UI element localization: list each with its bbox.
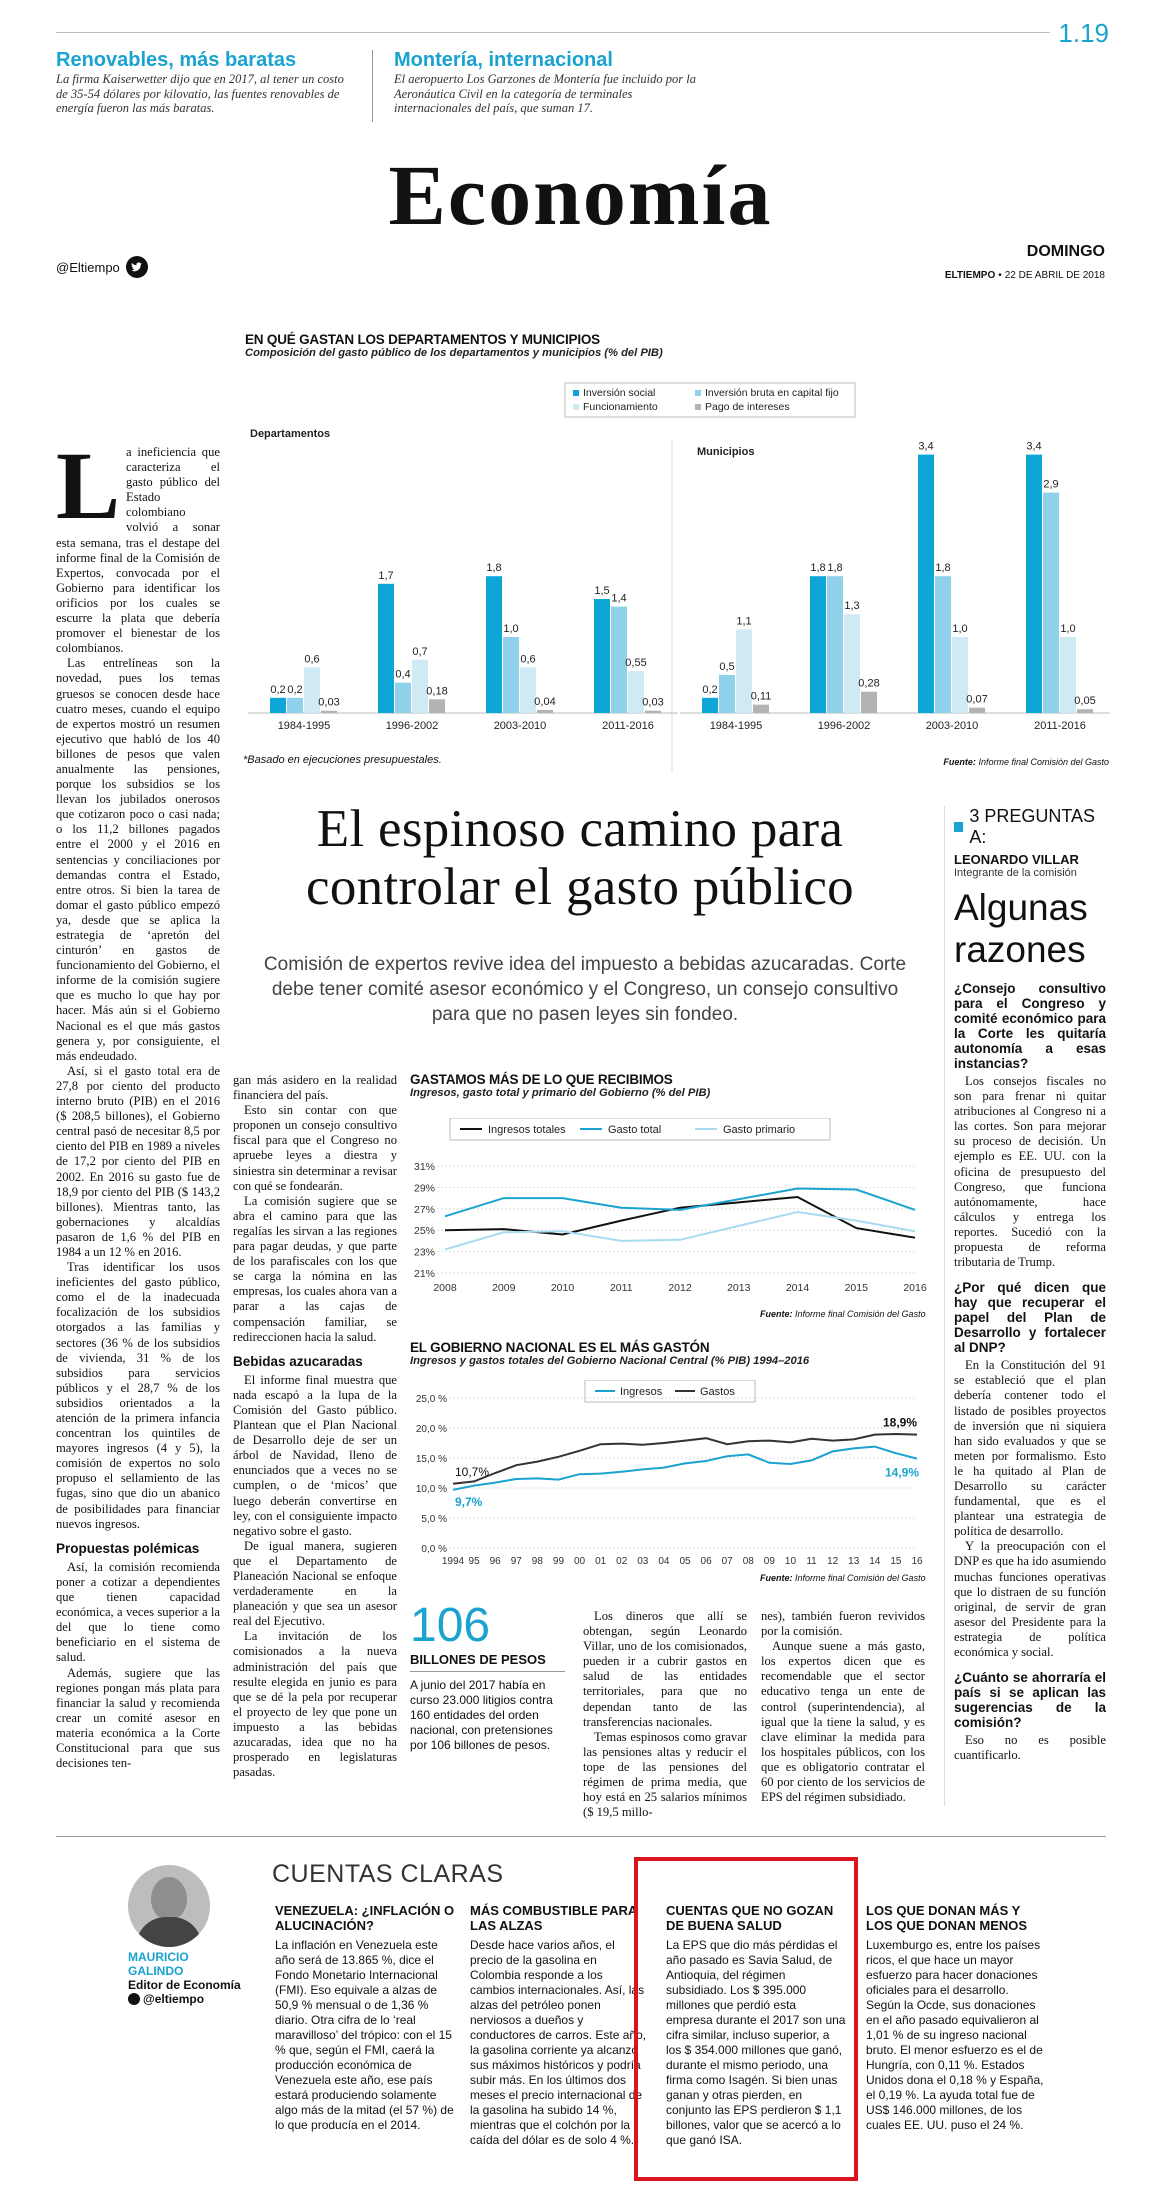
chart1-bar bbox=[810, 576, 826, 713]
chart1-bar bbox=[753, 705, 769, 713]
chart1-bar-label: 0,6 bbox=[520, 653, 536, 666]
chart1-legend-label: Funcionamiento bbox=[583, 401, 658, 413]
chart1-bar-label: 1,8 bbox=[935, 562, 951, 575]
chart1-bar bbox=[719, 675, 735, 713]
question: ¿Cuánto se ahorraría el país si se aplican las sugerencias de la comisión? bbox=[954, 1670, 1106, 1731]
chart1-legend-swatch bbox=[695, 390, 701, 396]
paragraph: gan más asidero en la realidad financiera del país. bbox=[233, 1073, 397, 1103]
chart2-ytick: 31% bbox=[413, 1161, 435, 1173]
article-col-4 bbox=[761, 1609, 925, 1805]
chart1-legend-swatch bbox=[573, 390, 579, 396]
teaser-monteria[interactable] bbox=[394, 48, 704, 116]
author-block bbox=[128, 1950, 278, 2006]
article-col-1 bbox=[56, 432, 220, 1771]
chart1-legend-swatch bbox=[695, 404, 701, 410]
chart1-bar bbox=[395, 683, 411, 713]
page-number: 1.19 bbox=[1050, 18, 1109, 49]
chart3-ytick: 0,0 % bbox=[421, 1544, 447, 1555]
chart2-ytick: 27% bbox=[413, 1203, 435, 1216]
paragraph: El informe final muestra que nada escapó a la lupa de la Comisión del Gasto público. Plantean que el Plan Nacional de Desarrollo deje de ser un árbol de Navidad, lleno de enunciados que a veces no se cumplen, o de ‘micos’ que luego deberán convertirse en ley, con el consiguiente impacto negativo sobre el gasto. bbox=[233, 1372, 397, 1538]
chart1-bar-label: 0,28 bbox=[858, 677, 880, 690]
chart1-legend-label: Inversión social bbox=[583, 387, 656, 399]
item-head: VENEZUELA: ¿INFLACIÓN O ALUCINACIÓN? bbox=[275, 1903, 455, 1933]
chart3-xtick: 05 bbox=[679, 1556, 691, 1567]
chart1-bar-label: 0,6 bbox=[304, 653, 320, 666]
chart1-bar-label: 0,4 bbox=[395, 668, 411, 681]
dropcap: L bbox=[56, 432, 121, 539]
paragraph: Esto sin contar con que proponen un consejo consultivo fiscal para que el Congreso no apruebe leyes a diestra y siniestra sin determinar a revisar con qué se fondearán. bbox=[233, 1103, 397, 1193]
article-col-3 bbox=[583, 1609, 747, 1820]
twitter-icon bbox=[128, 1993, 140, 2005]
chart3-xtick: 11 bbox=[806, 1556, 817, 1567]
chart3-xtick: 99 bbox=[552, 1556, 565, 1567]
paragraph: Aunque suene a más gasto, los expertos dicen que es recomendable que el sector educativo tenga un ente de control (superintendencia), al igual que la tiene la salud, y es clave eliminar la medida para los hospitales públicos, con los que es obligatorio contratar el 60 por ciento de los servicios de EPS del régimen subsidiado. bbox=[761, 1639, 925, 1805]
paragraph: nes), también fueron revividos por la comisión. bbox=[761, 1609, 925, 1639]
teaser-title: Renovables, más baratas bbox=[56, 49, 297, 71]
chart3-xtick: 97 bbox=[510, 1556, 522, 1567]
chart1-bar bbox=[935, 576, 951, 713]
cuentas-item-venezuela bbox=[275, 1903, 455, 2133]
chart3-xtick: 98 bbox=[531, 1556, 543, 1567]
teaser-text: El aeropuerto Los Garzones de Montería fue incluido por la Aeronáutica Civil en la categoría de terminales internacionales del país, que suman 17. bbox=[394, 72, 696, 115]
chart1-bar bbox=[702, 698, 718, 713]
chart3-xtick: 04 bbox=[658, 1556, 670, 1567]
chart1-bar bbox=[918, 455, 934, 713]
chart1-bar-label: 3,4 bbox=[918, 440, 934, 453]
chart3-series-line bbox=[453, 1447, 917, 1490]
chart1-category-label: 1984-1995 bbox=[709, 720, 763, 732]
chart1-bar-label: 0,05 bbox=[1074, 695, 1096, 708]
paragraph: Las entrelíneas son la novedad, pues los temas gruesos se conocen desde hace cuatro meses, cuando el equipo de expertos mostró un resumen ejecutivo que habló de los 40 billones de pesos que valen anualmente las pensiones, porque los subsidios se los llevan los jubilados onerosos que cotizaron poco o casi nada; o los 11,2 billones pagados entre el 2000 y el 2016 en sentencias y conciliaciones por demandas contra el Estado, entre otros. Si bien la tarea de domar el gasto público empezó ya, desde que se aplica la estrategia de ‘apretón del cinturón’ en gastos de funcionamiento del Gobierno, el informe de la comisión sugiere que es mucho lo que hay por hacer. Más aún si el Gobierno Nacional es el que más gastos genera y, por consiguiente, el más endeudado. bbox=[56, 656, 220, 1063]
chart3-xtick: 06 bbox=[700, 1556, 712, 1567]
chart3-legend-label: Ingresos bbox=[620, 1386, 663, 1398]
section-title: Economía bbox=[388, 147, 773, 243]
chart1-footnote: *Basado en ejecuciones presupuestales. bbox=[243, 754, 442, 766]
chart3-annotation: 10,7% bbox=[455, 1464, 490, 1479]
chart2-xtick: 2009 bbox=[492, 1282, 516, 1294]
teaser-title: Montería, internacional bbox=[394, 49, 613, 71]
author-first: MAURICIO bbox=[128, 1950, 189, 1964]
chart2-ytick: 25% bbox=[413, 1225, 435, 1238]
chart3-xtick: 12 bbox=[827, 1556, 839, 1567]
chart2-legend-label: Gasto total bbox=[608, 1124, 662, 1136]
sidebar-name: LEONARDO VILLAR bbox=[954, 852, 1079, 867]
chart2-xtick: 2014 bbox=[785, 1282, 810, 1294]
chart1-bar-label: 1,0 bbox=[1060, 623, 1076, 635]
chart1-bar bbox=[486, 576, 502, 713]
day-label: DOMINGO bbox=[1019, 243, 1105, 261]
chart1-subtitle: Composición del gasto público de los departamentos y municipios (% del PIB) bbox=[245, 347, 663, 359]
item-head: CUENTAS QUE NO GOZAN DE BUENA SALUD bbox=[666, 1903, 834, 1933]
chart1-bar-label: 1,3 bbox=[844, 600, 860, 613]
chart1-header bbox=[245, 332, 1125, 359]
chart3-xtick: 13 bbox=[848, 1556, 860, 1567]
chart3-annotation: 9,7% bbox=[455, 1494, 483, 1509]
chart3-xtick: 02 bbox=[616, 1556, 628, 1567]
chart2-xtick: 2008 bbox=[433, 1282, 457, 1294]
dateline: ELTIEMPO • 22 DE ABRIL DE 2018 bbox=[944, 270, 1105, 281]
chart1-panel-title: Departamentos bbox=[250, 428, 331, 440]
question: ¿Consejo consultivo para el Congreso y comité económico para la Corte les quitaría autonomía a esas instancias? bbox=[954, 981, 1106, 1071]
chart1-category-label: 2011-2016 bbox=[1034, 720, 1086, 732]
cuentas-item-salud bbox=[666, 1903, 846, 2148]
chart2-xtick: 2011 bbox=[609, 1282, 633, 1294]
stat-number: 106 bbox=[410, 1599, 491, 1652]
chart3-xtick: 14 bbox=[869, 1556, 881, 1567]
twitter-handle-text: @Eltiempo bbox=[56, 259, 120, 275]
paragraph: Temas espinosos como gravar las pensiones altas y reducir el tope de las pensiones del régimen de prima media, que hoy está en 25 salarios mínimos ($ 19,5 millo- bbox=[583, 1729, 747, 1820]
cuentas-title: CUENTAS CLARAS bbox=[272, 1860, 504, 1888]
chart1-bar-label: 1,0 bbox=[952, 623, 968, 635]
sidebar-interview bbox=[954, 806, 1106, 1763]
chart1-bar bbox=[736, 629, 752, 713]
chart1-bar-label: 0,7 bbox=[412, 645, 428, 658]
chart1-bar bbox=[321, 711, 337, 713]
stat-text: A junio del 2017 había en curso 23.000 litigios contra 160 entidades del orden nacional, con pretensiones por 106 billones de pesos. bbox=[410, 1678, 553, 1752]
chart1-bar bbox=[594, 599, 610, 713]
chart1-legend-label: Inversión bruta en capital fijo bbox=[705, 387, 839, 399]
chart1-bar-label: 0,2 bbox=[702, 683, 718, 696]
headline: El espinoso camino para controlar el gasto público bbox=[306, 800, 854, 916]
chart3-xtick: 1994 bbox=[441, 1556, 465, 1567]
sidebar-title: Algunas razones bbox=[954, 887, 1088, 970]
date: 22 DE ABRIL DE 2018 bbox=[1004, 270, 1105, 281]
chart1-bar-label: 0,07 bbox=[966, 693, 988, 706]
article-col-2 bbox=[233, 1073, 397, 1780]
paper-name: ELTIEMPO bbox=[944, 270, 996, 281]
author-role: Editor de Economía bbox=[128, 1978, 241, 1992]
chart2-series-line bbox=[445, 1189, 915, 1217]
chart2-xtick: 2010 bbox=[550, 1282, 575, 1294]
masthead-rule bbox=[56, 262, 1106, 263]
chart1-category-label: 2003-2010 bbox=[493, 720, 547, 732]
chart1-bar-label: 1,1 bbox=[736, 615, 752, 628]
chart3-xtick: 95 bbox=[468, 1556, 480, 1567]
answer: Y la preocupación con el DNP es que ha ido asumiendo muchas funciones operativas que lo distraen de su función original, de servir de gran asesor del Presidente para la estrategia de política económica y social. bbox=[954, 1539, 1106, 1659]
chart2-header bbox=[410, 1072, 930, 1099]
chart1-category-label: 2003-2010 bbox=[925, 720, 979, 732]
col1-first-para: a ineficiencia que caracteriza el gasto público del Estado colombiano volvió a sonar esta semana, tras el destape del informe final de la Comisión de Expertos, convocada por el Gobierno para identificar los orificios por los cuales se escurre la plata que debería promover el bienestar de los colombianos. bbox=[56, 445, 220, 656]
chart1-bar-label: 0,2 bbox=[287, 683, 303, 696]
chart2-subtitle: Ingresos, gasto total y primario del Gobierno (% del PIB) bbox=[410, 1087, 711, 1099]
chart1-category-label: 2011-2016 bbox=[602, 720, 654, 732]
chart3-ytick: 15,0 % bbox=[415, 1454, 447, 1465]
chart3-xtick: 15 bbox=[890, 1556, 902, 1567]
question: ¿Por qué dicen que hay que recuperar el papel del Plan de Desarrollo y fortalecer al DNP? bbox=[954, 1280, 1106, 1356]
stat-box bbox=[410, 1600, 565, 1753]
chart2-title: GASTAMOS MÁS DE LO QUE RECIBIMOS bbox=[410, 1072, 673, 1087]
chart1-category-label: 1996-2002 bbox=[817, 720, 871, 732]
chart1-bar-label: 0,5 bbox=[719, 661, 735, 673]
item-text: Desde hace varios años, el precio de la gasolina en Colombia responde a los cambios internacionales. Así, las alzas del petróleo ponen nerviosos a dueños y conductores de carros. Este año, la gasolina corriente ya alcanzó sus máximos históricos y podría subir más. En los últimos dos meses el precio internacional de la gasolina ha subido 14 %, mientras que el colchón por la caída del dólar es de solo 4 %. bbox=[470, 1938, 647, 2147]
chart1-bar-label: 0,03 bbox=[642, 696, 664, 709]
answer: Eso no es posible cuantificarlo. bbox=[954, 1733, 1106, 1763]
chart3-annotation: 14,9% bbox=[884, 1465, 919, 1480]
item-head: MÁS COMBUSTIBLE PARA LAS ALZAS bbox=[470, 1903, 637, 1933]
chart1-title: EN QUÉ GASTAN LOS DEPARTAMENTOS Y MUNICIPIOS bbox=[245, 332, 600, 347]
chart1-bar-label: 1,0 bbox=[503, 623, 519, 635]
chart1-bar bbox=[378, 584, 394, 713]
teaser-renovables[interactable] bbox=[56, 48, 356, 116]
sidebar-kicker: 3 PREGUNTAS A: bbox=[954, 806, 1106, 848]
cuentas-item-donan bbox=[866, 1903, 1046, 2133]
sidebar-divider bbox=[944, 806, 945, 1806]
item-text: La inflación en Venezuela este año será de 13.865 %, dice el Fondo Monetario Internacional (FMI). Eso equivale a alzas de 50,9 % mensual o de 1,36 % diario. Otra cifra de lo ‘real maravilloso’ del trópico: con el 15 % que, según el FMI, caerá la producción económica de Venezuela este año, ese país estará produciendo solamente algo más de la mitad (el 57 %) de lo que producía en el 2014. bbox=[275, 1938, 454, 2132]
author-avatar bbox=[128, 1865, 210, 1947]
teaser-text: La firma Kaiserwetter dijo que en 2017, al tener un costo de 35-54 dólares por kilovatio, las fuentes renovables de energía fueron las más baratas. bbox=[56, 72, 344, 115]
paragraph: Así, si el gasto total era de 27,8 por ciento del producto interno bruto (PIB) en el 2016 ($ 208,5 billones), el Gobierno central pasó de necesitar 8,5 por ciento del PIB en 1989 a niveles de 17,2 por ciento del PIB en 2002. En 2016 su gasto fue de 18,9 por ciento del PIB ($ 143,2 billones). Mientras tanto, las gobernaciones y alcaldías pasaron de 1,6 % del PIB en 1984 a un 12 % en 2016. bbox=[56, 1063, 220, 1259]
answer: En la Constitución del 91 se estableció que el plan debería contener todo el listado de posibles proyectos de inversión que ni siquiera han sido evaluados y que se meten por formalismo. Esto le ha quitado al Plan de Desarrollo su carácter fundamental, que es el plantear una estrategia de política de desarrollo. bbox=[954, 1358, 1106, 1539]
paragraph: Tras identificar los usos ineficientes del gasto público, como el de la inadecuada focalización de los subsidios otorgados a las familias y sectores (36 % de los subsidios de vivienda, 31 % de los subsidios para servicios públicos y el 28,7 % de los subsidios orientados a la atención de la primera infancia concentran los quintiles de mayores ingresos (4 y 5), la comisión de expertos no solo propuso el sellamiento de las fugas, sino que dio un abanico de posibilidades para financiar nuevos ingresos. bbox=[56, 1260, 220, 1531]
chart2-ytick: 21% bbox=[413, 1268, 435, 1280]
chart1-svg bbox=[230, 375, 1120, 775]
chart2-xtick: 2015 bbox=[844, 1282, 868, 1294]
chart1-bar bbox=[503, 637, 519, 713]
chart3-title: EL GOBIERNO NACIONAL ES EL MÁS GASTÓN bbox=[410, 1340, 710, 1355]
chart3-series-line bbox=[453, 1434, 917, 1484]
chart1-bar-label: 0,18 bbox=[426, 685, 448, 698]
chart1-bar-label: 1,8 bbox=[827, 562, 843, 575]
chart1-bar-label: 1,5 bbox=[594, 585, 610, 597]
chart1-bar bbox=[844, 614, 860, 713]
chart3-xtick: 16 bbox=[911, 1556, 923, 1567]
chart1-panel-title: Municipios bbox=[697, 446, 755, 458]
chart1-bar-label: 3,4 bbox=[1026, 440, 1042, 453]
paragraph: Además, sugiere que las regiones pongan más plata para financiar la salud y recomienda crear un comité asesor en materia económica a la Corte Constitucional para que sus decisiones ten- bbox=[56, 1665, 220, 1771]
chart1-bar bbox=[827, 576, 843, 713]
subhead: Propuestas polémicas bbox=[56, 1540, 200, 1556]
chart3-ytick: 20,0 % bbox=[415, 1424, 447, 1435]
chart1-bar bbox=[537, 710, 553, 713]
chart2-legend-label: Gasto primario bbox=[723, 1124, 796, 1136]
chart3-ytick: 5,0 % bbox=[421, 1514, 447, 1525]
chart2-ytick: 23% bbox=[413, 1246, 435, 1259]
chart2-svg bbox=[405, 1118, 930, 1318]
chart1-bar-label: 1,4 bbox=[611, 592, 627, 605]
chart1-legend-swatch bbox=[573, 404, 579, 410]
chart2-source: Fuente: Informe final Comisión del Gasto bbox=[760, 1309, 926, 1319]
chart2-legend-label: Ingresos totales bbox=[488, 1124, 566, 1136]
chart1-bar bbox=[1043, 493, 1059, 713]
chart1-legend-label: Pago de intereses bbox=[705, 401, 790, 413]
chart1-bar bbox=[969, 708, 985, 713]
chart3-xtick: 10 bbox=[784, 1556, 797, 1567]
paragraph: La invitación de los comisionados a la nueva administración del país que resulte elegida en junio es para que se dé la pela por recuperar el proyecto de ley que pone un impuesto a las bebidas azucaradas, idea que no ha prosperado en legislaturas pasadas. bbox=[233, 1629, 397, 1780]
chart1-bar bbox=[645, 711, 661, 713]
chart1-bar-label: 0,03 bbox=[318, 696, 340, 709]
chart2-xtick: 2013 bbox=[727, 1282, 751, 1294]
chart3-xtick: 07 bbox=[721, 1556, 733, 1567]
chart3-subtitle: Ingresos y gastos totales del Gobierno Nacional Central (% PIB) 1994–2016 bbox=[410, 1355, 810, 1367]
chart1-bar bbox=[270, 698, 286, 713]
author-last: GALINDO bbox=[128, 1964, 184, 1978]
chart1-bar bbox=[287, 698, 303, 713]
chart2-xtick: 2012 bbox=[668, 1282, 692, 1294]
paragraph: Así, la comisión recomienda poner a cotizar a dependientes que tienen capacidad económica, a veces superior a la del que lo tiene como beneficiario en el sistema de salud. bbox=[56, 1559, 220, 1665]
answer: Los consejos fiscales no son para frenar ni quitar atribuciones al Congreso ni a las cortes. Son para mejorar su proceso de decisión. Un ejemplo es EE. UU. con la oficina de presupuesto del Congreso, que funciona autónomamente, hace cálculos y entrega los reportes. Sucedió con la propuesta de reforma tributaria de Trump. bbox=[954, 1074, 1106, 1270]
author-twitter[interactable]: @eltiempo bbox=[128, 1992, 278, 2006]
chart2-xtick: 2016 bbox=[903, 1282, 927, 1294]
chart3-xtick: 96 bbox=[489, 1556, 501, 1567]
chart3-svg bbox=[405, 1380, 930, 1575]
chart3-annotation: 18,9% bbox=[882, 1415, 917, 1430]
chart3-xtick: 03 bbox=[637, 1556, 649, 1567]
chart3-xtick: 08 bbox=[742, 1556, 754, 1567]
paragraph: Los dineros que allí se obtengan, según Leonardo Villar, uno de los comisionados, pueden ir a cubrir gastos en salud de las entidades territoriales, para que no dependan tanto de las transferencias nacionales. bbox=[583, 1609, 747, 1729]
chart1-category-label: 1996-2002 bbox=[385, 720, 439, 732]
chart3-xtick: 01 bbox=[595, 1556, 607, 1567]
chart1-category-label: 1984-1995 bbox=[277, 720, 331, 732]
chart1-bar-label: 1,8 bbox=[810, 562, 826, 575]
chart1-bar-label: 1,7 bbox=[378, 569, 394, 582]
paragraph: La comisión sugiere que se abra el camino para que las regalías les sirvan a las regiones para pagar deudas, y que parte de los parafiscales con los que se carga la nómina en las empresas, los cuales ahora van a parar a las cajas de compensación familiar, se redireccionen hacia la salud. bbox=[233, 1193, 397, 1344]
chart1-bar-label: 2,9 bbox=[1043, 478, 1059, 491]
chart1-bar bbox=[861, 692, 877, 713]
chart3-ytick: 10,0 % bbox=[415, 1484, 447, 1495]
chart1-bar-label: 0,11 bbox=[750, 690, 772, 703]
chart1-bar-label: 0,2 bbox=[270, 683, 286, 696]
paragraph: De igual manera, sugieren que el Departamento de Planeación Nacional se enfoque verdaderamente en la planeación y que sea un asesor real del Ejecutivo. bbox=[233, 1538, 397, 1629]
chart1-bar-label: 0,04 bbox=[534, 695, 556, 708]
cuentas-item-combustible bbox=[470, 1903, 650, 2148]
item-head: LOS QUE DONAN MÁS Y LOS QUE DONAN MENOS bbox=[866, 1903, 1028, 1933]
chart3-xtick: 00 bbox=[573, 1556, 586, 1567]
square-icon bbox=[954, 822, 963, 832]
chart3-ytick: 25,0 % bbox=[415, 1394, 447, 1405]
chart1-bar bbox=[429, 699, 445, 713]
chart3-source: Fuente: Informe final Comisión del Gasto bbox=[760, 1573, 926, 1583]
top-rule bbox=[56, 32, 1106, 33]
chart3-header bbox=[410, 1340, 930, 1367]
stat-label: BILLONES DE PESOS bbox=[410, 1652, 565, 1672]
chart1-bar bbox=[1077, 709, 1093, 713]
deck: Comisión de expertos revive idea del impuesto a bebidas azucaradas. Corte debe tener comité asesor económico y el Congreso, un consejo consultivo para que no pasen leyes sin fondeo. bbox=[263, 954, 907, 1025]
chart2-ytick: 29% bbox=[413, 1182, 435, 1195]
item-text: Luxemburgo es, entre los países ricos, el que hace un mayor esfuerzo para hacer donaciones oficiales para el desarrollo. Según la Ocde, sus donaciones en el año pasado equivalieron al 1,01 % de su ingreso nacional bruto. El menor esfuerzo es el de Hungría, con 0,11 %. Estados Unidos dona el 0,18 % y España, el 0,19 %. La ayuda total fue de US$ 146.000 millones, de los cuales EE. UU. puso el 24 %. bbox=[866, 1938, 1044, 2132]
sidebar-role: Integrante de la comisión bbox=[954, 867, 1077, 879]
cuentas-rule bbox=[56, 1836, 1106, 1837]
chart1-bar-label: 0,55 bbox=[625, 657, 647, 670]
chart1-bar bbox=[1026, 455, 1042, 713]
item-text: La EPS que dio más pérdidas el año pasado es Savia Salud, de Antioquia, del régimen subsidiado. Los $ 395.000 millones que perdió esta empresa durante el 2017 son una cifra similar, incluso superior, a los $ 354.000 millones que ganó, durante el mismo periodo, una firma como Isagén. Si bien unas ganan y otras pierden, en conjunto las EPS perdieron $ 1,1 billones, valor que se acercó a lo que ganó ISA. bbox=[666, 1938, 846, 2147]
chart1-source: Fuente: Informe final Comisión del Gasto bbox=[943, 757, 1109, 767]
chart1-bar-label: 1,8 bbox=[486, 562, 502, 575]
chart3-legend-label: Gastos bbox=[700, 1386, 735, 1398]
twitter-handle[interactable] bbox=[56, 256, 148, 278]
subhead: Bebidas azucaradas bbox=[233, 1353, 363, 1369]
twitter-icon bbox=[126, 256, 148, 278]
chart3-xtick: 09 bbox=[763, 1556, 775, 1567]
teaser-divider bbox=[372, 50, 373, 122]
